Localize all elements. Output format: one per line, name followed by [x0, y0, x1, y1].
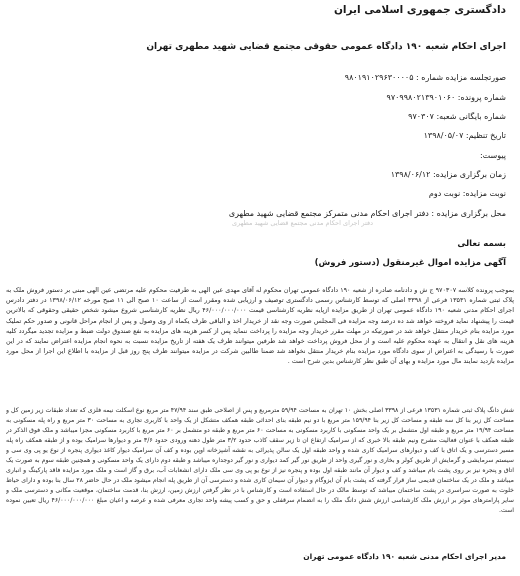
archive-number: شماره بایگانی شعبه: ۹۷۰۳۰۷ — [408, 112, 506, 121]
auction-round: نوبت مزایده: نوبت دوم — [428, 189, 506, 198]
session-number: صورتجلسه مزایده شماره : ۹۸۰۱۹۱۰۲۹۶۳۰۰۰۰۵ — [344, 73, 506, 82]
auction-time: زمان برگزاری مزایده: ۱۳۹۸/۰۶/۱۲ — [390, 170, 506, 179]
property-description: شش دانگ پلاک ثبتی شماره ۱۳۵۳۱ فرعی از ۳۳۹۸ اصلی بخش ۱۰ تهران به مساحت ۵۹/۹۴ مترمربع و پس از اصلاحی طبق سند ۴۷/۹۴ متر مربع نوع اسکلت نیمه فلزی که تعداد طبقات زیر زمین کل و مساحت کل زیر بنا کل سه طبقه و مساحت کل زیر بنا ۱۵۹/۹۴ متر مربع با دو نیم طبقه بنای احداثی طبقه همکف متشکل از یک واحد با کاربری تجاری به مساحت ۳۰ متر مربع و راه پله مسکونی به مساحت ۱۹/۹۴ متر مربع و طبقه اول متشمل بر یک واحد مسکونی با کاربرد مسکونی به مساحت ۶۰ متر مربع و طبقه دو متشمل بر ۶۰ متر مربع با کاربرد مسکونی مجزا میباشد و ملک فوق الذکر در طبقه همکف با عنوان فعالیت مشرح ونیم طبقه بالا خبری که از سرامیک ارتفاع ان تا زیر سقف کاذب حدود ۳/۲ متر طول دهنه ورودی حدود ۳/۶ متر و دیوارها سرامیک بوده و از طبقه همکف راه پله مسیر دسترسی و یک اتاق با کف و دیوارهای سرامیک کاری شده و واحد طبقه اول یک سالن پذیرائی به نقشه آشپزخانه اوپن بوده و کف آن سرامیک دیوار کاغذ دیواری پنجره از نوع یو پی وی سی و سیستم سرمایشی و گرمایش از طریق کولر و بخاری و نور گیری واحد از طریق نور گیر کمد دیواری و نور گیر دوجداره میباشد و طبقه دوم دارای یک واحد مسکونی و همچنین طبقه سوم به صورت یک اتاق و پنجره نیز بر روی پشت بام میباشد و کف و دیوار آن مانند طبقه اول بوده و پنجره نیز از نوع یو پی وی سی ملک دارای انشعابات آب، برق و گاز است و ملک مورد مزایده فاقد پارکینگ و انباری میباشد و ملک در یک ساختمان قدیمی ساز قرار گرفته که پشت بام آن ایزوگام و دیوار آن سیمان کاری شده و دسترسی آن از طریق پله انجام میشود ملک در حال حاضر ۲۸ سال بنا بوده و دارای حیاط خلوت به صورت سراسری در پشت ساختمان میباشد که توسط مالک در حال استفاده است و کارشناس با در نظر گرفتن ارزش زمین، ارزش بنا، قدمت ساختمان، موقعیت مکانی و دسترسی ملک و سایر پارامترهای موثر بر ارزش ملک کارشناسی ارزش شش دانگ ملک را به انضمام سرقفلی و حق و کسب پیشه واحد تجاری معرفی شده و عرصه و اعیان مبلغ ۴۶/۰۰۰/۰۰۰/۰۰۰ ریال تعیین نموده است. — [6, 407, 514, 514]
notice-paragraph-1: بموجب پرونده کلاسه ۹۷۰۳۰۷ ج ش و دادنامه صادره از شعبه ۱۹۰ دادگاه عمومی تهران محکوم له آقای مهدی عین الهی به طرفیت محکوم علیه مرتضی عین الهی مبنی بر دستور فروش ملک به پلاک ثبتی شماره ۱۳۵۳۱ فرعی از ۳۳۹۸ اصلی که توسط کارشناس رسمی دادگستری توصیف و ارزیابی شده ومقرر است از ساعت ۱۰ صبح الی ۱۱ صبح مورخه ۱۳۹۸/۰۶/۱۲ در دفتر دادرس اجرای احکام مدنی شعبه ۱۹۰ دادگاه عمومی تهران از طریق مزایده ازپایه نظریه کارشناسی قیمت ۴۶/۰۰۰/۰۰۰/۰۰۰ ریال نظریه کارشناسی شروع میشود شخص حقیقی وحقوقی که بالاترین قیمت را پیشنهاد نماید فروخته خواهد شد ده درصد وجه مزایده فی المجلس صورت وجه نقد از خریدار اخذ و الباقی ظرف یکماه از وی وصول و پس از انجام مراحل قانونی و صدور حکم تملیک مورد مزایده بنام خریدار منتقل خواهد شد در صورتیکه در مهلت مقرر خریدار وجه مزایده را پرداخت ننماید پس از کسر هزینه های مزایده به نفع صندوق دولت ضبط و مزایده تجدید میگردد کلیه هزینه های نقل و انتقال به عهده محکوم علیه است و از محل فروش پرداخت خواهد شد طرفین میتوانند ظرف یک هفته از تاریخ مزایده نسبت به نحوه انجام مزایده اعتراض نمایند که در این صورت با رسیدگی به اعتراض از سوی دادگاه مورد مزایده بنام خریدار منتقل نخواهد شد ضمنا طالبین شرکت در مزایده میتوانند ظرف پنج روز قبل از مزایده با اطلاع این اجرا از محل مورد مزایده بازدید نمایند مال مورد مزایده و بهای آن طبق نظر کارشناس بدین شرح است . — [6, 286, 514, 366]
country-header: دادگستری جمهوری اسلامی ایران — [333, 4, 506, 16]
case-number: شماره پرونده: ۹۷۰۹۹۸۰۲۱۳۹۰۱۰۶۰ — [386, 93, 506, 102]
signature-footer: مدیر اجرای احکام مدنی شعبه ۱۹۰ دادگاه عمومی تهران — [303, 552, 506, 561]
faint-stamp-text: دفتر اجرای احکام مدنی مجتمع قضایی شهید مطهری — [232, 219, 373, 227]
basmala: بسمه تعالی — [457, 239, 506, 249]
auction-place: محل برگزاری مزایده : دفتر اجرای احکام مدنی متمرکز مجتمع قضایی شهید مطهری — [228, 209, 506, 218]
attachment-label: پیوست: — [479, 151, 506, 160]
notice-title: آگهی مزایده اموال غیرمنقول (دستور فروش) — [314, 258, 506, 268]
document-title: اجرای احکام شعبه ۱۹۰ دادگاه عمومی حقوقی مجتمع قضایی شهید مطهری تهران — [146, 42, 506, 52]
issue-date: تاریخ تنظیم: ۱۳۹۸/۰۵/۰۷ — [423, 131, 506, 140]
